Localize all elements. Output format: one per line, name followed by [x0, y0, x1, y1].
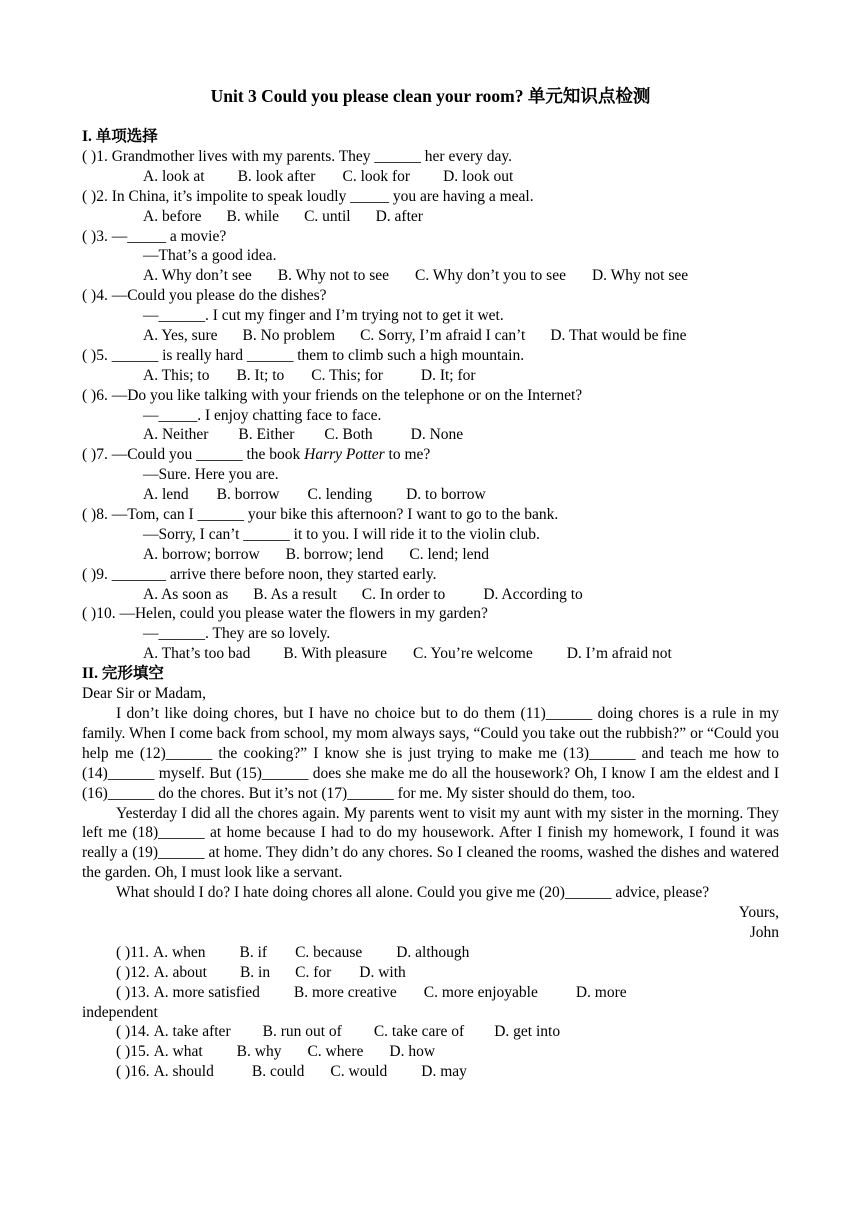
options-row: [82, 644, 779, 664]
option: C. look for: [342, 167, 411, 185]
option: D. more: [575, 983, 627, 1001]
dialogue-reply: —_____. I enjoy chatting face to face.: [143, 406, 382, 424]
option: D. how: [389, 1043, 436, 1061]
option: B. run out of: [262, 1023, 342, 1041]
option: C. Both: [324, 426, 373, 444]
dialogue-reply: —______. I cut my finger and I’m trying not to get it wet.: [143, 307, 504, 325]
option: C. because: [295, 943, 363, 961]
letter-paragraph: I don’t like doing chores, but I have no choice but to do them (11)______ doing chores is a rule in my family. When I come back from school, my mom always says, “Could you take out the rubbish?” or “Could you help me (12)______ the cooking?” I know she is just trying to make me (13)______ and teach me how to (14)______ myself. But (15)______ does she make me do all the housework? Oh, I know I am the eldest and I (16)______ do the chores. But it’s not (17)______ for me. My sister should do them, too.: [82, 705, 779, 802]
option: B. Why not to see: [277, 267, 389, 285]
section-1-questions: [82, 147, 779, 664]
question-6: [82, 386, 779, 406]
question-stem: ( )11.: [116, 943, 149, 961]
option: A. when: [153, 943, 206, 961]
option: B. With pleasure: [283, 645, 388, 663]
options-row: [82, 266, 779, 286]
cloze-question-13: [82, 983, 779, 1003]
option: B. could: [251, 1063, 305, 1081]
question-stem: ( )15.: [116, 1043, 150, 1061]
question-9: [82, 565, 779, 585]
question-3: [82, 227, 779, 247]
section-2-questions: [82, 943, 779, 1082]
letter-body: [82, 704, 779, 903]
option: C. for: [295, 963, 332, 981]
option: A. Neither: [143, 426, 209, 444]
option: D. I’m afraid not: [566, 645, 672, 663]
option: B. in: [239, 963, 271, 981]
option: C. lend; lend: [409, 545, 490, 563]
question-stem: ( )6. —Do you like talking with your friends on the telephone or on the Internet?: [82, 386, 583, 404]
letter-signature: John: [749, 924, 779, 942]
cloze-question-14: [82, 1022, 779, 1042]
options-row: [82, 326, 779, 346]
option: D. Why not see: [591, 267, 689, 285]
question-stem: ( )10. —Helen, could you please water the flowers in my garden?: [82, 605, 488, 623]
letter-paragraph: Yesterday I did all the chores again. My parents went to visit my aunt with my sister in the morning. They left me (18)______ at home because I had to do my housework. After I finish my homework, I found it was really a (19)______ at home. They didn’t do any chores. So I cleaned the rooms, washed the dishes and watered the garden. Oh, I must look like a servant.: [82, 804, 779, 882]
question-10: [82, 604, 779, 624]
option: A. As soon as: [143, 585, 229, 603]
option: C. lending: [307, 486, 373, 504]
letter-paragraph: What should I do? I hate doing chores all alone. Could you give me (20)______ advice, please?: [116, 884, 710, 902]
question-5: [82, 346, 779, 366]
question-stem-b: to me?: [384, 446, 431, 464]
question-stem: ( )12.: [116, 963, 150, 981]
option: B. look after: [237, 167, 316, 185]
section-heading-1: I. 单项选择: [82, 128, 158, 145]
option: B. borrow: [216, 486, 280, 504]
question-8: [82, 505, 779, 525]
option: D. None: [410, 426, 464, 444]
option: D. It; for: [420, 366, 476, 384]
option: C. In order to: [361, 585, 446, 603]
question-4: [82, 286, 779, 306]
options-row: [82, 485, 779, 505]
cloze-question-16: [82, 1062, 779, 1082]
option: A. lend: [143, 486, 189, 504]
option: B. It; to: [236, 366, 285, 384]
option: D. According to: [483, 585, 583, 603]
question-stem: ( )16.: [116, 1063, 150, 1081]
option: A. should: [153, 1063, 214, 1081]
cloze-question-11: [82, 943, 779, 963]
question-stem-a: ( )7. —Could you ______ the book: [82, 446, 305, 464]
option: B. Either: [238, 426, 295, 444]
worksheet-page: [82, 84, 779, 1082]
option: C. would: [330, 1063, 388, 1081]
options-row: [82, 207, 779, 227]
option: D. after: [375, 207, 423, 225]
question-stem: ( )2. In China, it’s impolite to speak loudly _____ you are having a meal.: [82, 187, 534, 205]
question-stem: ( )5. ______ is really hard ______ them to climb such a high mountain.: [82, 346, 525, 364]
option: B. while: [226, 207, 280, 225]
options-row: [82, 585, 779, 605]
question-stem: ( )4. —Could you please do the dishes?: [82, 287, 327, 305]
cloze-question-12: [82, 963, 779, 983]
option: A. Why don’t see: [143, 267, 252, 285]
option: C. more enjoyable: [423, 983, 538, 1001]
dialogue-reply: —That’s a good idea.: [143, 247, 277, 265]
option: C. until: [304, 207, 351, 225]
question-1: [82, 147, 779, 167]
option: C. Sorry, I’m afraid I can’t: [360, 327, 526, 345]
question-stem: ( )1. Grandmother lives with my parents. They ______ her every day.: [82, 148, 513, 165]
option: A. more satisfied: [153, 983, 260, 1001]
option: C. take care of: [373, 1023, 465, 1041]
dialogue-reply: —______. They are so lovely.: [143, 625, 331, 643]
question-2: [82, 187, 779, 207]
option: C. Why don’t you to see: [415, 267, 566, 285]
option: D. look out: [443, 167, 514, 185]
option: A. This; to: [143, 366, 210, 384]
options-row: [82, 366, 779, 386]
options-row: [82, 545, 779, 565]
option: A. Yes, sure: [143, 327, 218, 345]
option: D. get into: [494, 1023, 561, 1041]
option: B. why: [236, 1043, 282, 1061]
options-row: [82, 167, 779, 187]
question-stem: ( )14.: [116, 1023, 150, 1041]
option: D. may: [421, 1063, 467, 1081]
question-stem: ( )13.: [116, 983, 150, 1001]
letter-greeting: Dear Sir or Madam,: [82, 685, 206, 703]
option-wrap: independent: [82, 1003, 158, 1021]
option: C. This; for: [311, 366, 383, 384]
option: D. That would be fine: [550, 327, 687, 345]
section-heading-2: II. 完形填空: [82, 665, 164, 683]
option: B. As a result: [253, 585, 337, 603]
option: B. No problem: [242, 327, 336, 345]
question-stem: ( )3. —_____ a movie?: [82, 227, 227, 245]
option: B. if: [239, 943, 268, 961]
option: A. before: [143, 207, 202, 225]
option: C. You’re welcome: [413, 645, 533, 663]
book-title: Harry Potter: [304, 446, 385, 464]
option: D. although: [396, 943, 470, 961]
page-title: Unit 3 Could you please clean your room? 单元知识点检测: [210, 86, 651, 106]
option: A. borrow; borrow: [143, 545, 260, 563]
dialogue-reply: —Sorry, I can’t ______ it to you. I will ride it to the violin club.: [143, 525, 540, 543]
cloze-question-15: [82, 1042, 779, 1062]
option: A. take after: [153, 1023, 231, 1041]
question-stem: ( )9. _______ arrive there before noon, they started early.: [82, 565, 437, 583]
option: A. look at: [143, 167, 205, 185]
question-7: [82, 445, 779, 465]
dialogue-reply: —Sure. Here you are.: [143, 466, 279, 484]
option: A. about: [153, 963, 207, 981]
option: D. to borrow: [406, 486, 486, 504]
letter-closing: Yours,: [738, 904, 779, 922]
option: B. borrow; lend: [285, 545, 384, 563]
option: B. more creative: [293, 983, 397, 1001]
option: C. where: [307, 1043, 364, 1061]
option: A. That’s too bad: [143, 645, 251, 663]
option: D. with: [359, 963, 406, 981]
option: A. what: [153, 1043, 203, 1061]
question-stem: ( )8. —Tom, can I ______ your bike this afternoon? I want to go to the bank.: [82, 506, 559, 524]
options-row: [82, 425, 779, 445]
